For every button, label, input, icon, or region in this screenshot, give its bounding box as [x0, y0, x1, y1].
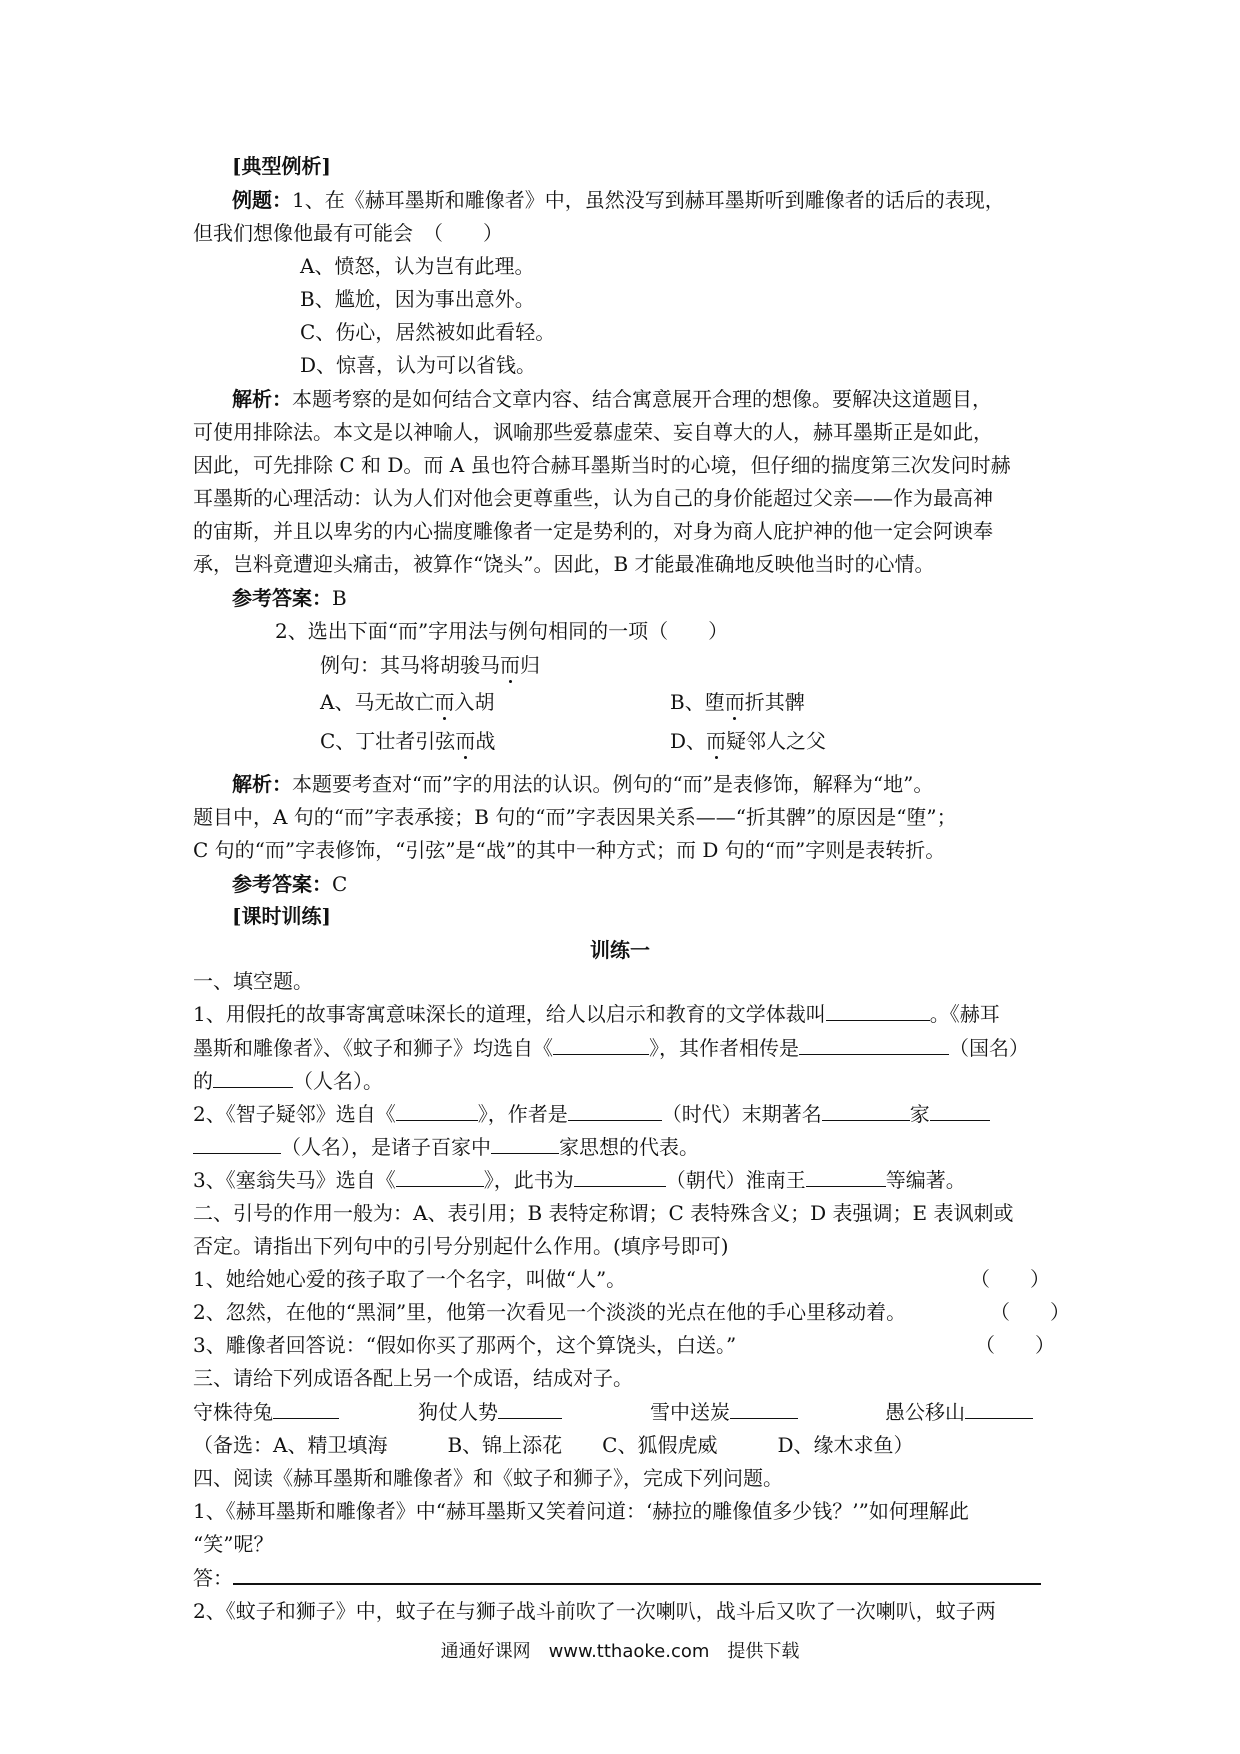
q2-option-a — [320, 688, 494, 716]
part4-q2-line1: 2、《蚊子和狮子》中，蚊子在与狮子战斗前吹了一次喇叭，战斗后又吹了一次喇叭，蚊子两 — [193, 1599, 996, 1623]
part2-item-2: 2、忽然，在他的“黑洞”里，他第一次看见一个淡淡的光点在他的手心里移动着。 — [193, 1300, 907, 1324]
fill-line-4-text-a: 2、《智子疑邻》选自《 — [193, 1102, 396, 1126]
q1-stem-text: 1、在《赫耳墨斯和雕像者》中，虽然没写到赫耳墨斯听到雕像者的话后的表现， — [292, 188, 1005, 212]
part2-heading-line1: 二、引号的作用一般为：A、表引用；B 表特定称谓；C 表特殊含义；D 表强调；E 表讽刺或 — [193, 1201, 1014, 1225]
fill-line-6-text-c: （朝代）淮南王 — [665, 1168, 806, 1192]
fill-line-2-text-c: （国名） — [949, 1036, 1029, 1060]
part2-item-3: 3、雕像者回答说：“假如你买了那两个，这个算饶头，白送。” — [193, 1333, 737, 1357]
q2-option-c-prefix: C、丁壮者引弦 — [320, 729, 456, 753]
fill-line-5-text-b: 家思想的代表。 — [559, 1135, 699, 1159]
fill-line-5 — [193, 1133, 699, 1161]
q2-option-a-prefix: A、马无故亡 — [320, 690, 435, 714]
q2-example-er: 而 — [500, 653, 520, 677]
fill-blank-editor[interactable] — [806, 1166, 886, 1187]
q1-analysis-line5: 的宙斯，并且以卑劣的内心揣度雕像者一定是势利的，对身为商人庇护神的他一定会阿谀奉 — [193, 519, 993, 543]
fill-line-1-text-b: 。《赫耳 — [929, 1002, 1000, 1026]
fill-line-6 — [193, 1166, 966, 1194]
part4-q1-line1: 1、《赫耳墨斯和雕像者》中“赫耳墨斯又笑着问道：‘赫拉的雕像值多少钱？’”如何理解此 — [193, 1499, 969, 1523]
q2-example-prefix: 例句：其马将胡骏马 — [320, 653, 500, 677]
fill-line-4-text-d: 家 — [909, 1102, 930, 1126]
fill-line-4-text-b: 》，作者是 — [477, 1102, 568, 1126]
part2-heading-line2: 否定。请指出下列句中的引号分别起什么作用。(填序号即可) — [193, 1234, 729, 1258]
fill-blank-country[interactable] — [799, 1034, 949, 1055]
fill-blank-dynasty[interactable] — [574, 1166, 666, 1187]
q1-option-b: B、尴尬，因为事出意外。 — [300, 287, 535, 311]
training-section-header: [课时训练] — [232, 904, 331, 928]
fill-line-2 — [193, 1034, 1029, 1062]
fill-line-2-text-b: 》，其作者相传是 — [649, 1036, 799, 1060]
idiom-4-blank[interactable] — [965, 1398, 1033, 1419]
idiom-choices: （备选：A、精卫填海 B、锦上添花 C、狐假虎威 D、缘木求鱼） — [193, 1433, 914, 1457]
part1-heading: 一、填空题。 — [193, 969, 313, 993]
part2-item-1-bracket[interactable]: （ ） — [970, 1267, 1050, 1291]
q2-option-a-er: 而 — [434, 690, 455, 714]
q1-analysis-label: 解析： — [232, 387, 292, 411]
part4-heading: 四、阅读《赫耳墨斯和雕像者》和《蚊子和狮子》，完成下列问题。 — [193, 1466, 783, 1490]
part4-q1-line2: “笑”呢？ — [193, 1532, 274, 1556]
idiom-2-blank[interactable] — [498, 1398, 562, 1419]
q2-analysis-text: 本题要考查对“而”字的用法的认识。例句的“而”是表修饰，解释为“地”。 — [292, 772, 934, 796]
q2-answer-value: C — [332, 872, 348, 896]
q1-answer — [232, 584, 347, 612]
example-section-header: [典型例析] — [232, 154, 331, 178]
page-footer: 通通好课网 www.tthaoke.com 提供下载 — [440, 1641, 800, 1662]
q2-option-a-suffix: 入胡 — [454, 690, 495, 714]
q2-option-c-er: 而 — [455, 729, 476, 753]
fill-line-5-text-a: （人名），是诸子百家中 — [281, 1135, 491, 1159]
q2-option-d-suffix: 疑邻人之父 — [726, 729, 827, 753]
q2-option-b-prefix: B、堕 — [670, 690, 725, 714]
fill-blank-saiweng-source[interactable] — [396, 1166, 484, 1187]
q2-answer — [232, 870, 347, 898]
part4-answer-line — [193, 1563, 1041, 1592]
fill-blank-source-book[interactable] — [553, 1034, 649, 1055]
fill-blank-thought[interactable] — [491, 1133, 559, 1154]
idiom-3-text: 雪中送炭 — [650, 1400, 730, 1424]
part2-item-3-bracket[interactable]: （ ） — [975, 1333, 1055, 1357]
fill-blank-genre[interactable] — [826, 1000, 930, 1021]
q2-analysis-label: 解析： — [232, 772, 292, 796]
idiom-1 — [193, 1398, 339, 1426]
fill-blank-author[interactable] — [213, 1067, 293, 1088]
q1-analysis-line1 — [232, 385, 992, 413]
q1-analysis-line2: 可使用排除法。本文是以神喻人，讽喻那些爱慕虚荣、妄自尊大的人，赫耳墨斯正是如此， — [193, 420, 993, 444]
part4-answer-label: 答： — [193, 1566, 233, 1590]
q1-stem-line1 — [232, 186, 1005, 214]
part3-heading: 三、请给下列成语各配上另一个成语，结成对子。 — [193, 1366, 633, 1390]
q1-option-c: C、伤心，居然被如此看轻。 — [300, 320, 556, 344]
idiom-4-text: 愚公移山 — [885, 1400, 965, 1424]
q2-option-d-prefix: D、 — [670, 729, 707, 753]
fill-line-6-text-a: 3、《塞翁失马》选自《 — [193, 1168, 396, 1192]
fill-blank-era[interactable] — [568, 1100, 662, 1121]
fill-line-6-text-b: 》，此书为 — [483, 1168, 574, 1192]
fill-blank-school[interactable] — [822, 1100, 910, 1121]
training-title: 训练一 — [590, 938, 650, 962]
part2-item-2-bracket[interactable]: （ ） — [990, 1300, 1070, 1324]
q2-analysis-line2: 题目中，A 句的“而”字表承接；B 句的“而”字表因果关系——“折其髀”的原因是“堕”； — [193, 805, 957, 829]
fill-line-3 — [193, 1067, 383, 1095]
part4-answer-blank[interactable] — [233, 1563, 1041, 1585]
idiom-3 — [650, 1398, 798, 1426]
idiom-4 — [885, 1398, 1033, 1426]
q2-option-d-er: 而 — [706, 729, 727, 753]
q2-option-c-suffix: 战 — [475, 729, 496, 753]
fill-blank-zhizi-author[interactable] — [930, 1100, 990, 1121]
idiom-2-text: 狗仗人势 — [418, 1400, 498, 1424]
q1-answer-value: B — [332, 586, 347, 610]
q2-example-suffix: 归 — [520, 653, 540, 677]
fill-line-4 — [193, 1100, 990, 1128]
q2-option-d — [670, 727, 826, 755]
fill-line-3-text-b: （人名）。 — [293, 1069, 383, 1093]
fill-blank-zhizi-source[interactable] — [396, 1100, 478, 1121]
q1-option-d: D、惊喜，认为可以省钱。 — [300, 353, 537, 377]
q1-analysis-text: 本题考察的是如何结合文章内容、结合寓意展开合理的想像。要解决这道题目， — [292, 387, 992, 411]
q1-option-a: A、愤怒，认为岂有此理。 — [300, 254, 535, 278]
idiom-2 — [418, 1398, 562, 1426]
q2-option-b — [670, 688, 805, 716]
idiom-1-blank[interactable] — [273, 1398, 339, 1419]
q2-option-c — [320, 727, 495, 755]
fill-line-2-text-a: 墨斯和雕像者》、《蚊子和狮子》均选自《 — [193, 1036, 553, 1060]
q2-answer-label: 参考答案： — [232, 872, 332, 896]
q1-analysis-line4: 耳墨斯的心理活动：认为人们对他会更尊重些，认为自己的身价能超过父亲——作为最高神 — [193, 486, 993, 510]
q1-answer-label: 参考答案： — [232, 586, 332, 610]
idiom-1-text: 守株待兔 — [193, 1400, 273, 1424]
fill-line-4-text-c: （时代）末期著名 — [661, 1102, 822, 1126]
q2-option-b-suffix: 折其髀 — [744, 690, 805, 714]
q1-stem-line2: 但我们想像他最有可能会 （ ） — [193, 221, 503, 245]
q2-analysis-line1 — [232, 770, 933, 798]
fill-line-3-text-a: 的 — [193, 1069, 213, 1093]
q2-stem: 2、选出下面“而”字用法与例句相同的一项（ ） — [275, 619, 729, 643]
part2-item-1: 1、她给她心爱的孩子取了一个名字，叫做“人”。 — [193, 1267, 627, 1291]
q1-analysis-line3: 因此，可先排除 C 和 D。而 A 虽也符合赫耳墨斯当时的心境，但仔细的揣度第三次发问时赫 — [193, 453, 1011, 477]
fill-line-6-text-d: 等编著。 — [885, 1168, 966, 1192]
q1-label: 例题： — [232, 188, 292, 212]
fill-line-1-text-a: 1、用假托的故事寄寓意味深长的道理，给人以启示和教育的文学体裁叫 — [193, 1002, 826, 1026]
idiom-3-blank[interactable] — [730, 1398, 798, 1419]
q2-example-sentence — [320, 651, 540, 679]
q2-option-b-er: 而 — [724, 690, 745, 714]
fill-line-1 — [193, 1000, 1000, 1028]
q1-analysis-line6: 承，岂料竟遭迎头痛击，被算作“饶头”。因此，B 才能最准确地反映他当时的心情。 — [193, 552, 935, 576]
q2-analysis-line3: C 句的“而”字表修饰，“引弦”是“战”的其中一种方式；而 D 句的“而”字则是表转折。 — [193, 838, 946, 862]
fill-blank-author-name[interactable] — [193, 1133, 281, 1154]
